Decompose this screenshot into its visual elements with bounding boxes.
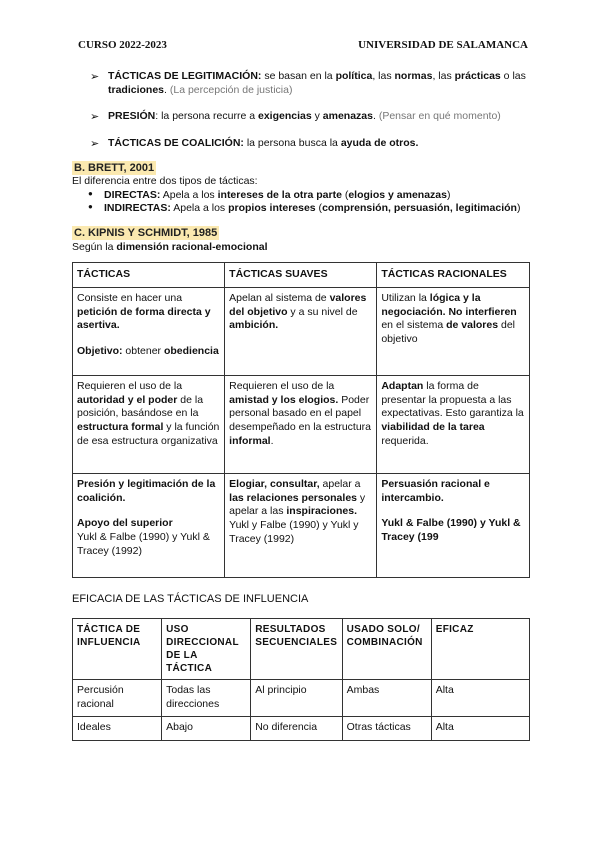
table-cell: Elogiar, consultar, apelar a las relaciones personales y apelar a las inspiraciones. Yukl y Falbe (1990) y Yukl y Tracey (1992) (225, 474, 377, 578)
table-cell: Requieren el uso de la amistad y los elogios. Poder personal basado en el papel desempeñado en la estructura informal. (225, 376, 377, 474)
brett-intro: El diferencia entre dos tipos de tácticas: (72, 175, 258, 188)
column-header: RESULTADOS SECUENCIALES (251, 619, 342, 680)
section-eficacia (72, 592, 530, 741)
table-cell: Persuasión racional e intercambio. Yukl & Falbe (1990) y Yukl & Tracey (199 (377, 474, 530, 578)
header-course: CURSO 2022-2023 (78, 39, 167, 51)
section-brett (72, 161, 530, 217)
eficacia-table (72, 618, 530, 740)
table-row (73, 376, 530, 474)
table-cell: Ambas (342, 680, 431, 716)
section-kipnis (72, 226, 530, 578)
table-cell: No diferencia (251, 716, 342, 740)
brett-indirectas: ● INDIRECTAS: Apela a los propios intereses (comprensión, persuasión, legitimación) (72, 202, 530, 216)
document-body (72, 70, 530, 741)
header-university: UNIVERSIDAD DE SALAMANCA (358, 39, 528, 51)
brett-directas: ● DIRECTAS: Apela a los intereses de la otra parte (elogios y amenazas) (72, 189, 530, 203)
table-cell: Alta (431, 680, 529, 716)
section-title-brett: B. BRETT, 2001 (74, 161, 155, 174)
column-header: USO DIRECCIONAL DE LA TÁCTICA (162, 619, 251, 680)
bullet-coalicion: ➢ TÁCTICAS DE COALICIÓN: la persona busca la ayuda de otros. (90, 136, 419, 150)
table-cell: Al principio (251, 680, 342, 716)
table-cell: Otras tácticas (342, 716, 431, 740)
section-title-eficacia: EFICACIA DE LAS TÁCTICAS DE INFLUENCIA (72, 593, 309, 606)
table-row (73, 680, 530, 716)
table-cell: Consiste en hacer una petición de forma directa y asertiva. Objetivo: obtener obediencia (73, 288, 225, 376)
column-header: TÁCTICA DE INFLUENCIA (73, 619, 162, 680)
table-cell: Presión y legitimación de la coalición. Apoyo del superior Yukl & Falbe (1990) y Yukl & Tracey (1992) (73, 474, 225, 578)
table-header-row (73, 263, 530, 288)
arrow-bullet-icon: ➢ (90, 111, 100, 124)
table-cell: Alta (431, 716, 529, 740)
table-cell: Abajo (162, 716, 251, 740)
column-header: USADO SOLO/ COMBINACIÓN (342, 619, 431, 680)
table-cell: Ideales (73, 716, 162, 740)
table-header-row (73, 619, 530, 680)
kipnis-table (72, 262, 530, 578)
table-cell: Requieren el uso de la autoridad y el poder de la posición, basándose en la estructura formal y la función de esa estructura organizativa (73, 376, 225, 474)
bullet-legitimacion: ➢ TÁCTICAS DE LEGITIMACIÓN: se basan en la política, las normas, las prácticas o las tradiciones. (La percepción de justicia) (90, 70, 526, 96)
table-row (73, 288, 530, 376)
column-header: EFICAZ (431, 619, 529, 680)
table-cell: Adaptan la forma de presentar la propuesta a las expectativas. Esto garantiza la viabilidad de la tarea requerida. (377, 376, 530, 474)
table-cell: Apelan al sistema de valores del objetivo y a su nivel de ambición. (225, 288, 377, 376)
column-header: TÁCTICAS SUAVES (225, 263, 377, 288)
kipnis-intro: Según la dimensión racional-emocional (72, 240, 268, 253)
arrow-bullet-icon: ➢ (90, 71, 100, 83)
table-row (73, 474, 530, 578)
bullet-presion: ➢ PRESIÓN: la persona recurre a exigencias y amenazas. (Pensar en qué momento) (90, 110, 501, 124)
arrow-bullet-icon: ➢ (90, 137, 100, 150)
column-header: TÁCTICAS (73, 263, 225, 288)
table-cell: Percusión racional (73, 680, 162, 716)
table-cell: Utilizan la lógica y la negociación. No interfieren en el sistema de valores del objetivo (377, 288, 530, 376)
table-cell: Todas las direcciones (162, 680, 251, 716)
section-title-kipnis: C. KIPNIS Y SCHMIDT, 1985 (74, 227, 218, 240)
table-row (73, 716, 530, 740)
column-header: TÁCTICAS RACIONALES (377, 263, 530, 288)
